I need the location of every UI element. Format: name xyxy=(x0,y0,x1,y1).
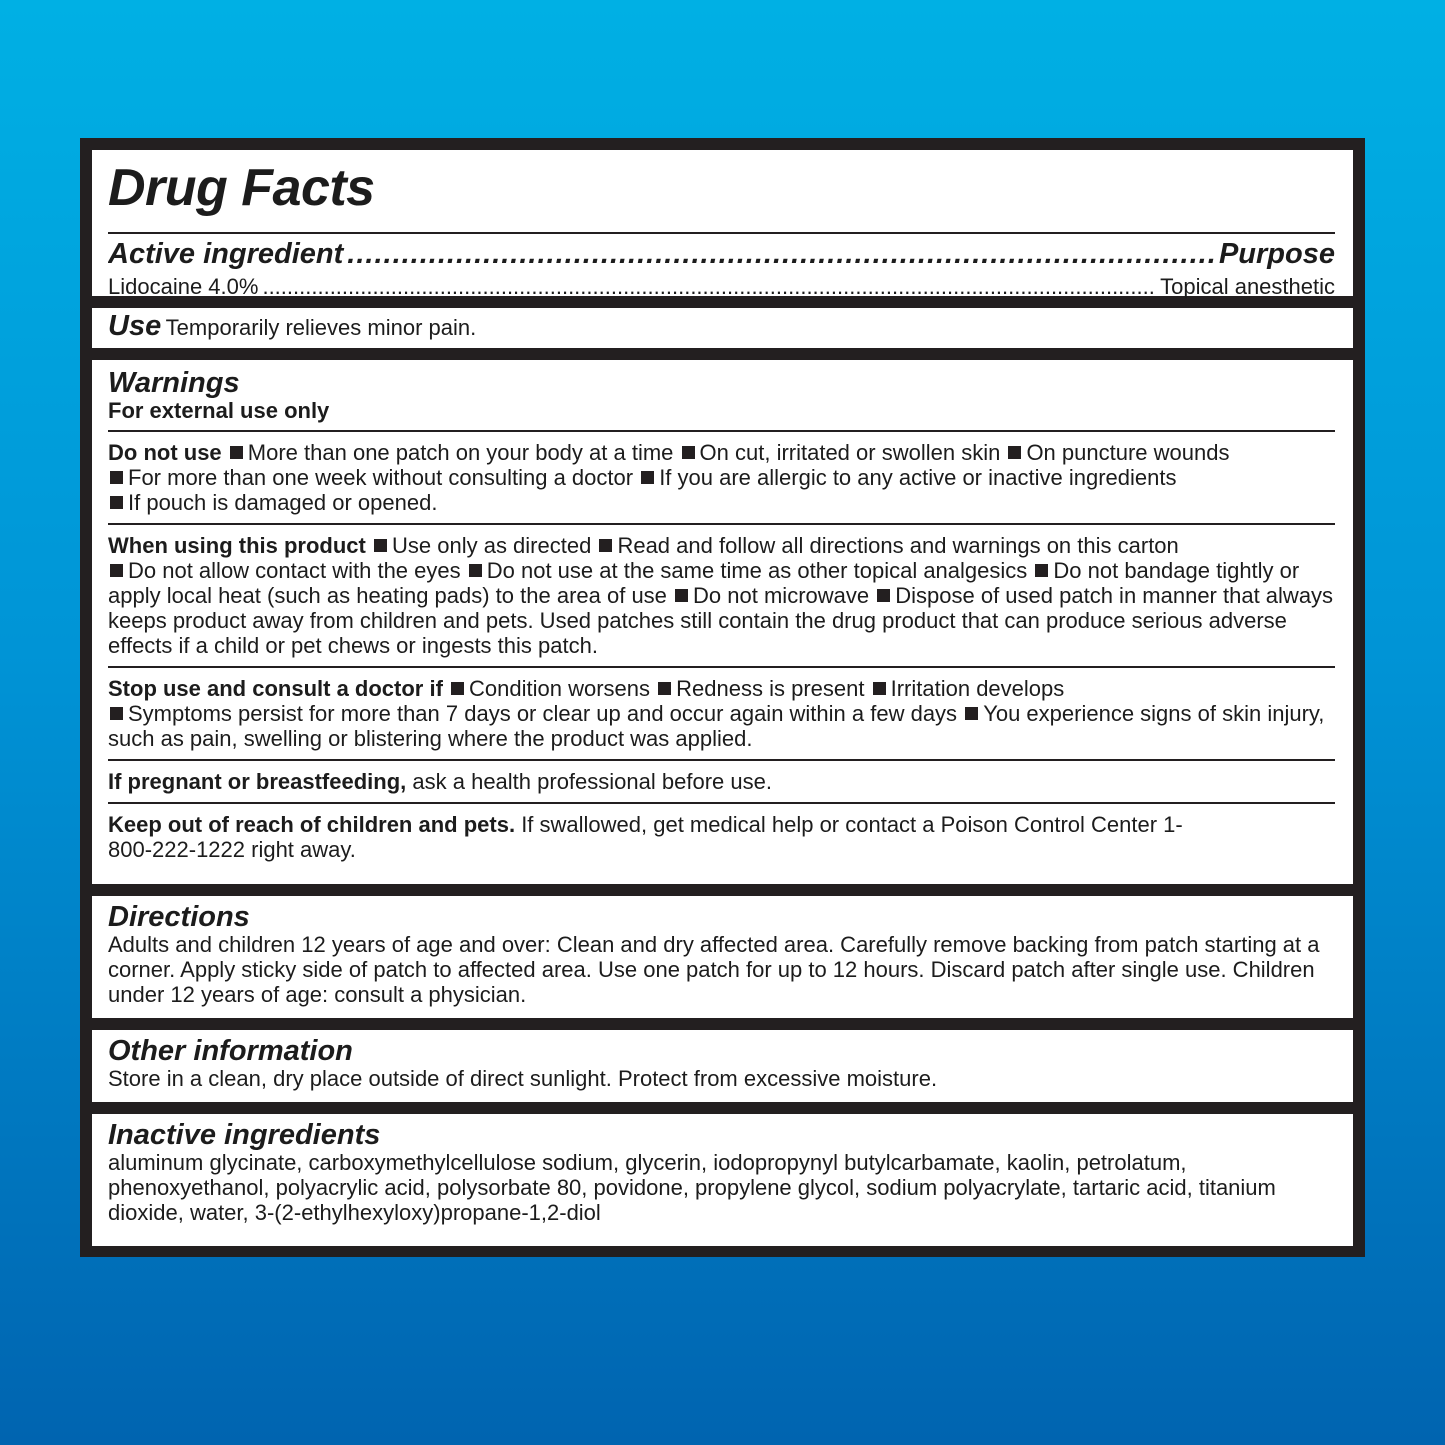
bullet-icon xyxy=(110,496,123,509)
bullet-icon xyxy=(110,471,123,484)
active-ingredient-header xyxy=(108,234,1335,272)
header-panel xyxy=(92,150,1353,299)
bullet-icon xyxy=(682,446,695,459)
do-not-use-section: Do not use More than one patch on your body at a time On cut, irritated or swollen skin On puncture wounds For more than one week without consulting a doctor If you are allergic to any active or inactive ingredients If pouch is damaged or opened. xyxy=(108,440,1230,515)
pregnant-text: ask a health professional before use. xyxy=(412,769,772,794)
bullet-icon xyxy=(110,564,123,577)
warnings-panel xyxy=(92,360,1353,884)
inactive-ingredients-panel xyxy=(92,1114,1353,1246)
bullet-icon xyxy=(675,589,688,602)
bullet-icon xyxy=(110,707,123,720)
bullet-icon xyxy=(469,564,482,577)
when-using-label: When using this product xyxy=(108,533,366,558)
do-not-use-label: Do not use xyxy=(108,440,222,465)
bullet-icon xyxy=(374,539,387,552)
bullet-icon xyxy=(641,471,654,484)
when-using-section: When using this product Use only as directed Read and follow all directions and warnings on this carton Do not allow contact with the eyes Do not use at the same time as other topical analgesics Do not bandage tightly or apply local heat (such as heating pads) to the area of use Do not microwave Dispose of used patch in manner that always keeps product away from children and pets. Used patches still contain the drug product that can produce serious adverse effects if a child or pet chews or ingests this patch. xyxy=(108,533,1334,658)
other-info-panel xyxy=(92,1030,1353,1102)
keep-out-text: If swallowed, get medical help or contact a Poison Control Center 1-800-222-1222 right away. xyxy=(108,812,1183,862)
bullet-icon xyxy=(230,446,243,459)
bullet-icon xyxy=(451,682,464,695)
bullet-icon xyxy=(877,589,890,602)
other-info-text: Store in a clean, dry place outside of direct sunlight. Protect from excessive moisture. xyxy=(108,1066,938,1091)
ingredient-name: Lidocaine 4.0% xyxy=(108,274,259,299)
page-title: Drug Facts xyxy=(108,159,375,217)
active-ingredient-heading: Active ingredient xyxy=(108,238,344,270)
dot-leader xyxy=(347,236,1215,272)
warnings-subheading: For external use only xyxy=(108,398,330,423)
other-info-heading: Other information xyxy=(108,1035,353,1067)
bullet-icon xyxy=(1035,564,1048,577)
purpose-heading: Purpose xyxy=(1218,238,1335,270)
ingredient-purpose: Topical anesthetic xyxy=(1160,274,1335,299)
stop-use-label: Stop use and consult a doctor if xyxy=(108,676,443,701)
directions-panel xyxy=(92,896,1353,1018)
directions-text: Adults and children 12 years of age and over: Clean and dry affected area. Carefully remove backing from patch starting at a corner. Apply sticky side of patch to affected area. Use one patch for up to 12 hours. Discard patch after single use. Children under 12 years of age: consult a physician. xyxy=(108,932,1320,1007)
stop-use-section: Stop use and consult a doctor if Condition worsens Redness is present Irritation develops Symptoms persist for more than 7 days or clear up and occur again within a few days You experience signs of skin injury, such as pain, swelling or blistering where the product was applied. xyxy=(108,676,1325,751)
use-panel xyxy=(92,308,1353,348)
pregnant-section xyxy=(108,761,1335,802)
use-heading: Use xyxy=(108,310,162,342)
bullet-icon xyxy=(965,707,978,720)
keep-out-section xyxy=(108,804,1335,870)
warnings-heading: Warnings xyxy=(108,367,240,399)
bullet-icon xyxy=(873,682,886,695)
inactive-ingredients-text: aluminum glycinate, carboxymethylcellulose sodium, glycerin, iodopropynyl butylcarbamate, kaolin, petrolatum, phenoxyethanol, polyacrylic acid, polysorbate 80, povidone, propylene glycol, sodium polyacrylate, tartaric acid, titanium dioxide, water, 3-(2-ethylhexyloxy)propane-1,2-diol xyxy=(108,1150,1276,1225)
keep-out-label: Keep out of reach of children and pets. xyxy=(108,812,516,837)
bullet-icon xyxy=(658,682,671,695)
bullet-icon xyxy=(599,539,612,552)
pregnant-label: If pregnant or breastfeeding, xyxy=(108,769,407,794)
inactive-ingredients-heading: Inactive ingredients xyxy=(108,1119,381,1151)
drug-facts-label xyxy=(80,138,1365,1257)
use-text: Temporarily relieves minor pain. xyxy=(165,315,477,340)
dot-leader xyxy=(262,272,1156,302)
directions-heading: Directions xyxy=(108,901,250,933)
bullet-icon xyxy=(1008,446,1021,459)
